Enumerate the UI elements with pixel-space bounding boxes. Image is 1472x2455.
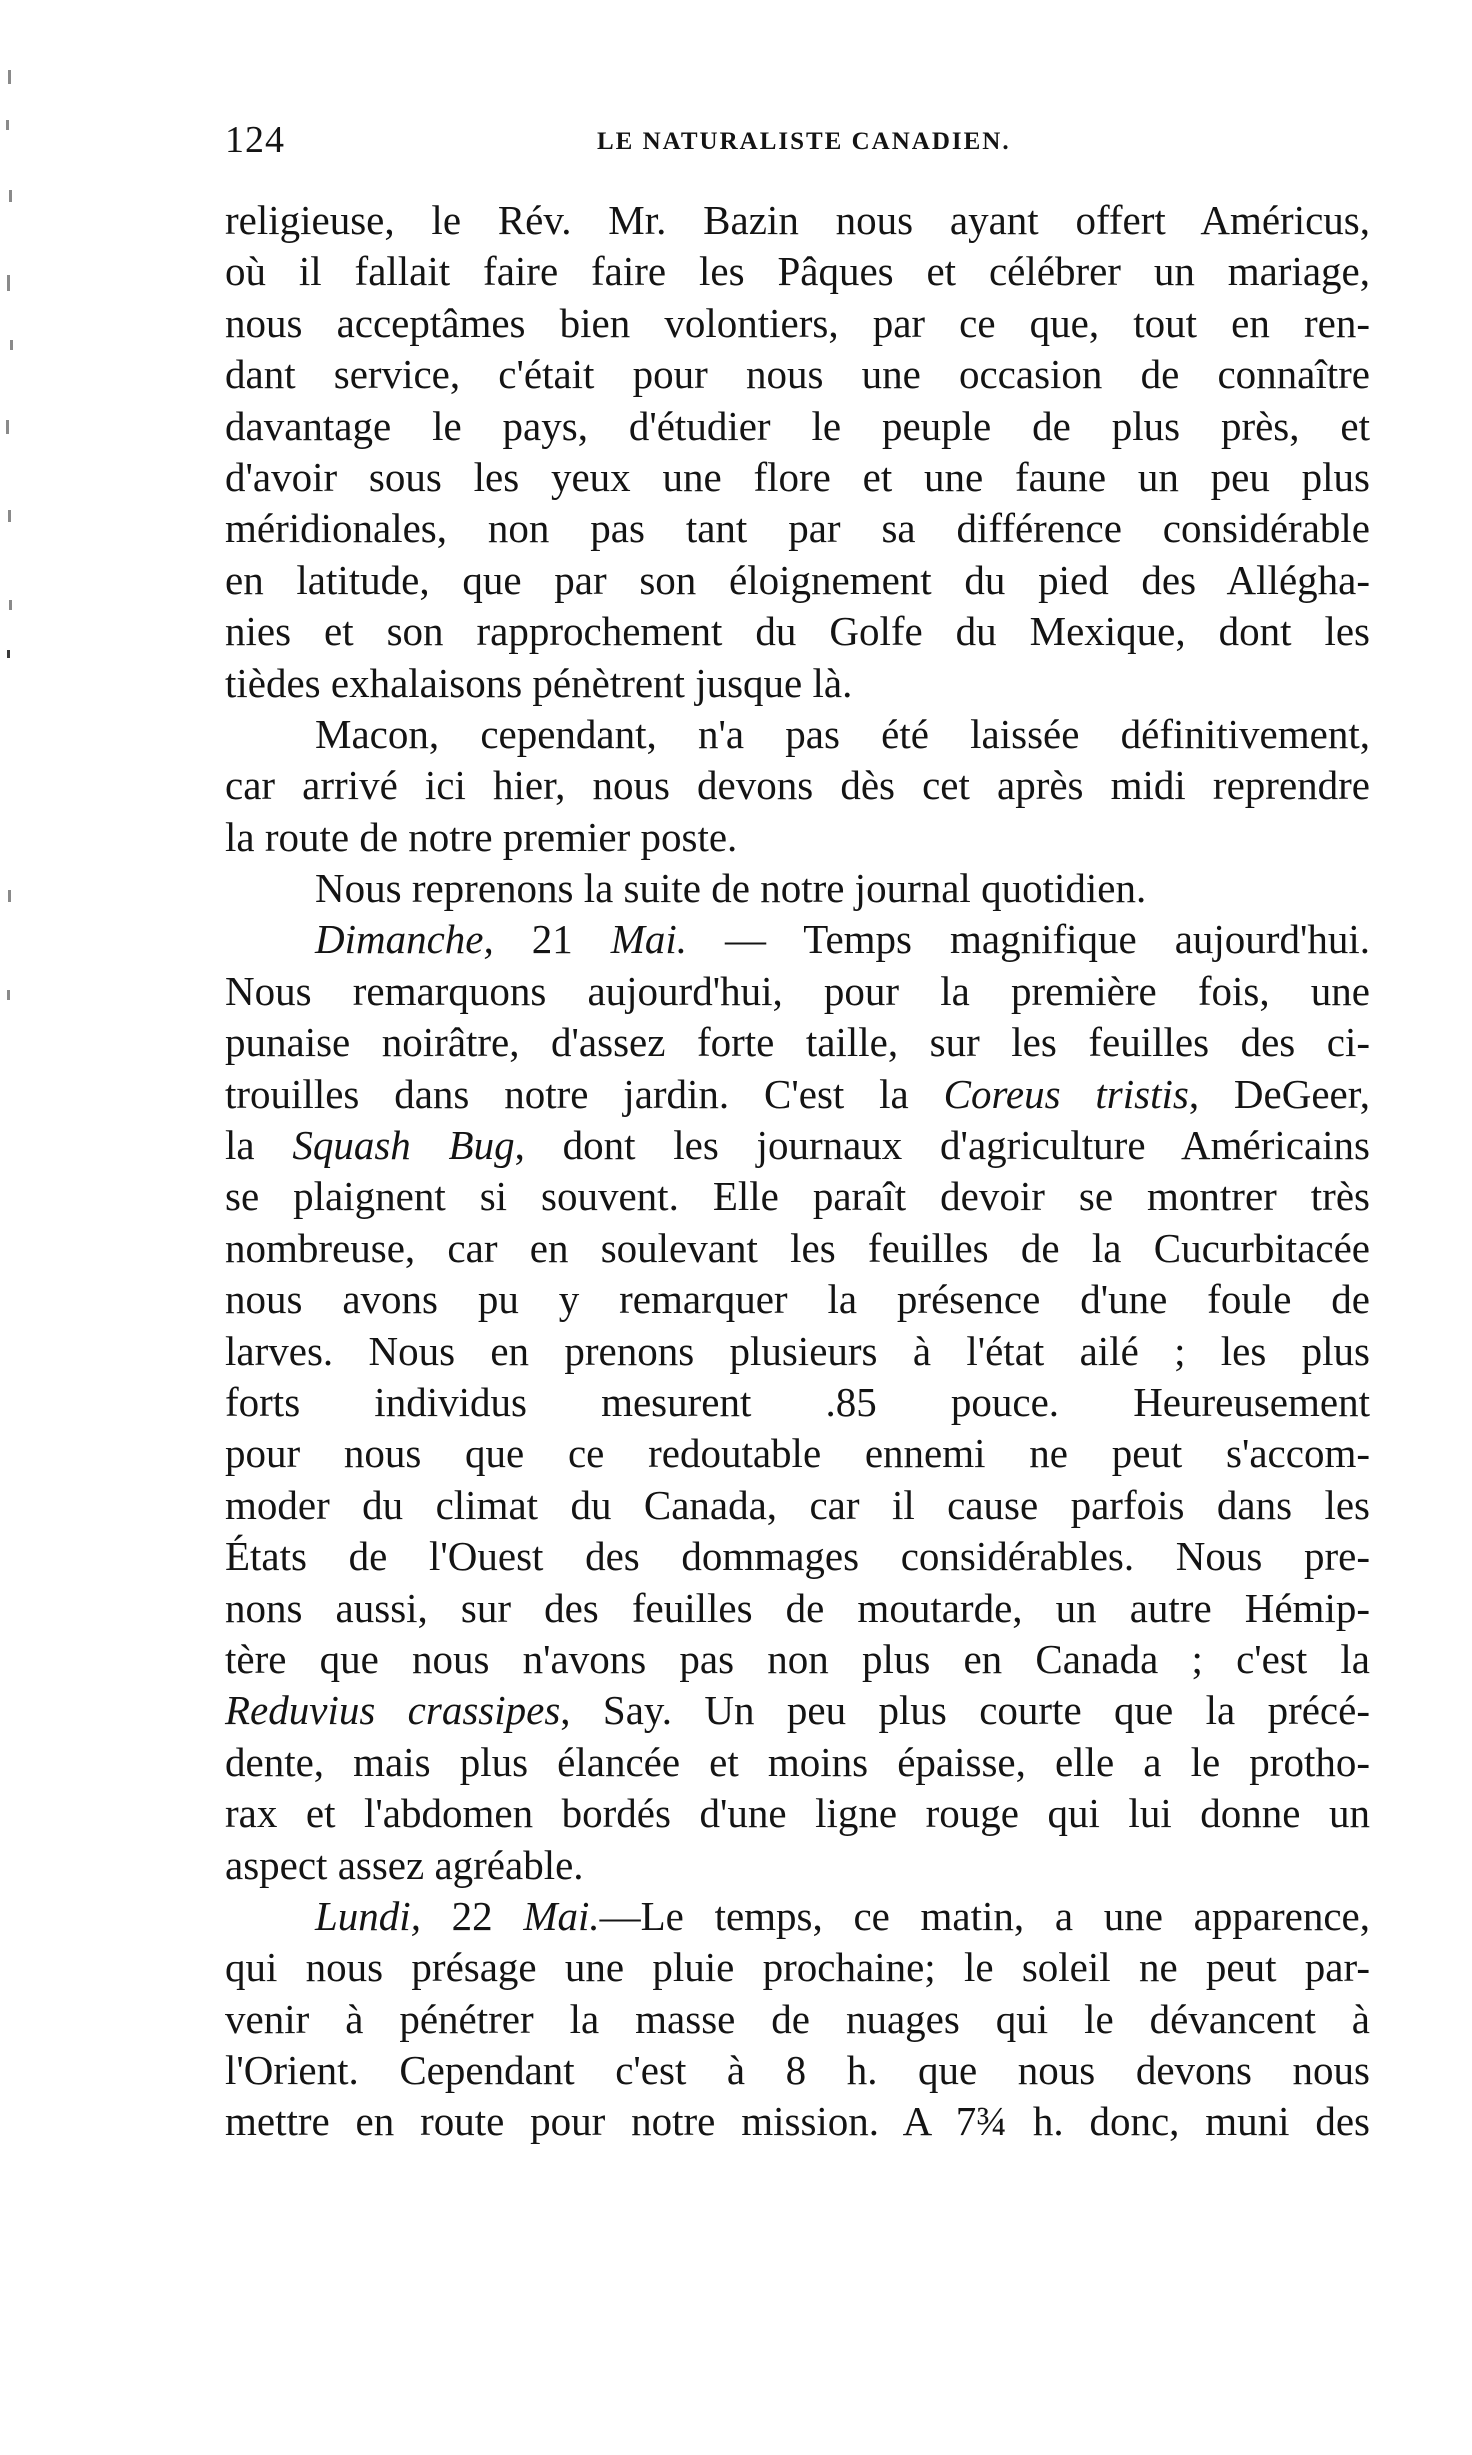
text-line: la route de notre premier poste. — [225, 813, 738, 860]
text-span: 21 — [493, 916, 611, 963]
text-span: — Temps magnifique aujourd'hui. — [687, 916, 1370, 963]
text-line: religieuse, le Rév. Mr. Bazin nous ayant offert Américus, — [225, 197, 1370, 243]
text-line: nies et son rapprochement du Golfe du Mexique, dont les — [225, 608, 1370, 655]
text-line: qui nous présage une pluie prochaine; le soleil ne peut par- — [225, 1944, 1370, 1991]
text-span: la — [225, 1122, 293, 1169]
text-line: nous avons pu y remarquer la présence d'une foule de — [225, 1276, 1370, 1323]
text-line: car arrivé ici hier, nous devons dès cet après midi reprendre — [225, 762, 1370, 809]
italic-span: Mai. — [523, 1892, 600, 1939]
text-span: , Say. Un peu plus courte que la précé- — [560, 1687, 1370, 1734]
running-title: LE NATURALISTE CANADIEN. — [597, 128, 1011, 155]
text-line — [225, 1069, 1370, 1120]
text-line: Nous remarquons aujourd'hui, pour la première fois, une — [225, 967, 1370, 1014]
text-line — [225, 1120, 1370, 1171]
text-line: tère que nous n'avons pas non plus en Canada ; c'est la — [225, 1635, 1370, 1682]
text-line: nombreuse, car en soulevant les feuilles de la Cucurbitacée — [225, 1224, 1370, 1271]
text-line: dente, mais plus élancée et moins épaisse, elle a le protho- — [225, 1738, 1370, 1785]
italic-span: Dimanche, — [315, 916, 494, 963]
text-line — [225, 1685, 1370, 1736]
text-line: Nous reprenons la suite de notre journal quotidien. — [315, 865, 1147, 912]
text-line: dant service, c'était pour nous une occasion de connaître — [225, 351, 1370, 398]
page-header — [225, 118, 1370, 178]
text-line — [225, 914, 1370, 965]
italic-span: Lundi, — [315, 1892, 421, 1939]
text-line: venir à pénétrer la masse de nuages qui le dévancent à — [225, 1995, 1370, 2042]
margin-specks — [0, 40, 20, 1040]
text-span: , dont les journaux d'agriculture Américains — [514, 1122, 1370, 1169]
text-line: l'Orient. Cependant c'est à 8 h. que nous devons nous — [225, 2047, 1370, 2094]
text-line: forts individus mesurent .85 pouce. Heureusement — [225, 1378, 1370, 1425]
page-number: 124 — [225, 119, 285, 161]
text-line: rax et l'abdomen bordés d'une ligne rouge qui lui donne un — [225, 1790, 1370, 1837]
text-span: —Le temps, ce matin, a une apparence, — [599, 1892, 1371, 1939]
text-line: nous acceptâmes bien volontiers, par ce que, tout en ren- — [225, 299, 1370, 346]
text-span: trouilles dans notre jardin. C'est la — [225, 1070, 944, 1117]
text-line: tièdes exhalaisons pénètrent jusque là. — [225, 659, 853, 706]
text-span: , DeGeer, — [1188, 1070, 1370, 1117]
text-span: 22 — [420, 1892, 524, 1939]
body-text — [225, 195, 1370, 2148]
text-line: punaise noirâtre, d'assez forte taille, sur les feuilles des ci- — [225, 1019, 1370, 1066]
italic-span: Mai. — [610, 916, 688, 963]
text-line: nons aussi, sur des feuilles de moutarde, un autre Hémip- — [225, 1584, 1370, 1631]
text-line: d'avoir sous les yeux une flore et une faune un peu plus — [225, 453, 1370, 500]
text-line: États de l'Ouest des dommages considérables. Nous pre- — [225, 1533, 1370, 1580]
italic-span: Coreus tristis — [943, 1070, 1189, 1117]
text-line: mettre en route pour notre mission. A 7¾ h. donc, muni des — [225, 2098, 1370, 2145]
text-line: Macon, cependant, n'a pas été laissée définitivement, — [315, 710, 1370, 757]
italic-span: Reduvius crassipes — [225, 1687, 561, 1734]
text-line: davantage le pays, d'étudier le peuple de plus près, et — [225, 402, 1370, 449]
text-line: où il fallait faire faire les Pâques et célébrer un mariage, — [225, 248, 1370, 295]
text-line: larves. Nous en prenons plusieurs à l'état ailé ; les plus — [225, 1327, 1370, 1374]
italic-span: Squash Bug — [292, 1122, 515, 1169]
text-line: pour nous que ce redoutable ennemi ne peut s'accom- — [225, 1430, 1370, 1477]
text-line: se plaignent si souvent. Elle paraît devoir se montrer très — [225, 1173, 1370, 1220]
text-line: aspect assez agréable. — [225, 1841, 584, 1888]
text-line: en latitude, que par son éloignement du pied des Allégha- — [225, 556, 1370, 603]
text-line: méridionales, non pas tant par sa différence considérable — [225, 505, 1370, 552]
text-line — [225, 1891, 1370, 1942]
text-line: moder du climat du Canada, car il cause parfois dans les — [225, 1481, 1370, 1528]
